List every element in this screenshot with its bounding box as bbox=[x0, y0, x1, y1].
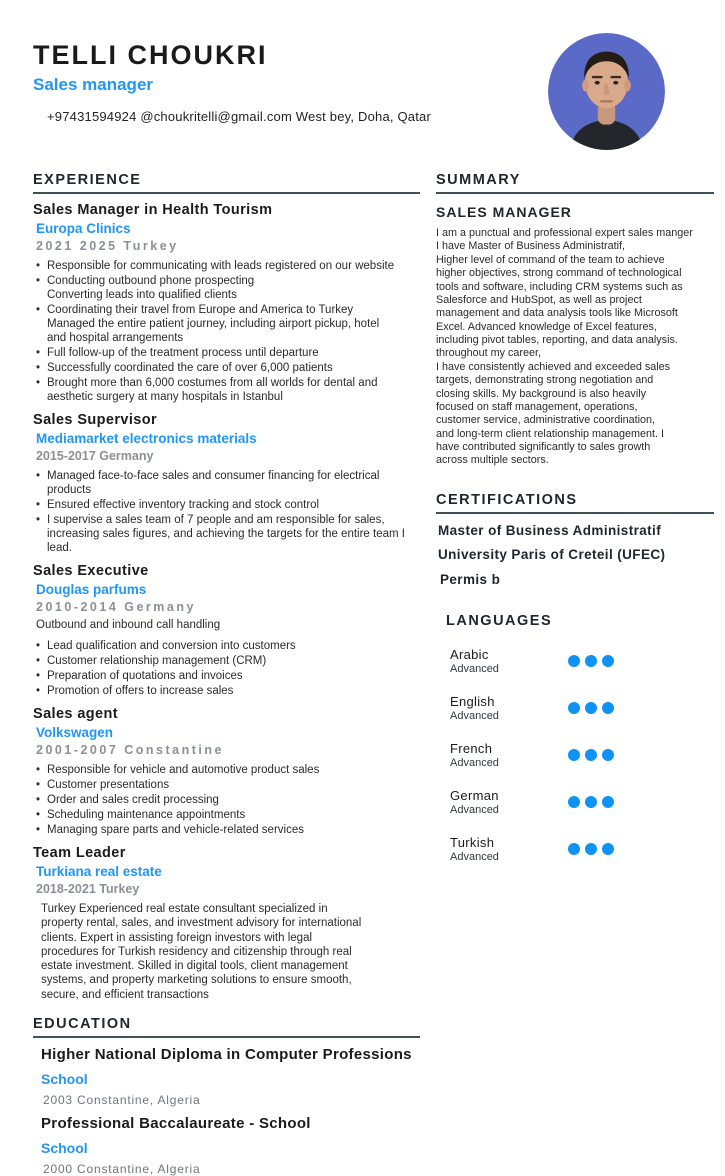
candidate-job-title: Sales manager bbox=[33, 75, 154, 94]
bullet-item: • Managing spare parts and vehicle-related services bbox=[36, 823, 420, 837]
job-period: 2021 2025 Turkey bbox=[36, 239, 179, 253]
bullet-item: • Conducting outbound phone prospecting Converting leads into qualified clients bbox=[36, 274, 420, 302]
certification-item: Master of Business Administratif bbox=[438, 522, 662, 538]
job-description-paragraph: Turkey Experienced real estate consultant specialized in property rental, sales, and investment advisory for international clients. Expert in assisting foreign investors with legal procedures for Turkish residency and citizenship through real estate investment. Skilled in digital tools, client management systems, and property marketing solutions to ensure smooth, secure, and efficient transactions bbox=[41, 903, 362, 1001]
education-school: School bbox=[41, 1139, 88, 1156]
profile-photo bbox=[548, 33, 665, 150]
language-labels bbox=[450, 741, 568, 769]
profile-photo-graphic bbox=[548, 33, 665, 150]
level-dot-icon bbox=[568, 843, 580, 855]
job-bullet-list bbox=[33, 469, 420, 555]
bullet-item: • Order and sales credit processing bbox=[36, 793, 420, 807]
bullet-item: • Preparation of quotations and invoices bbox=[36, 669, 420, 683]
level-dot-icon bbox=[585, 702, 597, 714]
language-row bbox=[450, 788, 714, 816]
bullet-item: • Full follow-up of the treatment process until departure bbox=[36, 346, 420, 360]
bullet-item: • Promotion of offers to increase sales bbox=[36, 684, 420, 698]
language-name: German bbox=[450, 787, 499, 803]
language-labels bbox=[450, 694, 568, 722]
job-bullet-list bbox=[33, 639, 420, 698]
bullet-item: • Ensured effective inventory tracking and stock control bbox=[36, 498, 420, 512]
level-dot-icon bbox=[568, 655, 580, 667]
education-heading: EDUCATION bbox=[33, 1016, 420, 1038]
language-row bbox=[450, 741, 714, 769]
right-column bbox=[436, 172, 714, 1176]
bullet-item: • Successfully coordinated the care of over 6,000 patients bbox=[36, 361, 420, 375]
language-level-dots bbox=[568, 749, 614, 761]
language-name: Turkish bbox=[450, 834, 495, 850]
bullet-item: • Responsible for communicating with leads registered on our website bbox=[36, 259, 420, 273]
left-column bbox=[33, 172, 420, 1176]
language-row bbox=[450, 647, 714, 675]
job-company: Volkswagen bbox=[36, 725, 114, 741]
language-labels bbox=[450, 788, 568, 816]
education-entry bbox=[33, 1046, 420, 1107]
education-date: 2000 Constantine, Algeria bbox=[43, 1161, 201, 1176]
candidate-name: TELLI CHOUKRI bbox=[33, 40, 268, 70]
summary-text: I am a punctual and professional expert sales manger I have Master of Business Administratif, Higher level of command of the team to achieve higher objectives, strong command of technological tools and software, including CRM systems such as Salesforce and HubSpot, as well as project management and data analysis tools like Microsoft Excel. Advanced knowledge of Excel features, including pivot tables, reporting, and data analysis. throughout my career, I have consistently achieved and exceeded sales targets, demonstrating strong negotiation and closing skills. My background is also heavily focused on staff management, operations, customer service, administrative coordination, and long-term client relationship management. I have contributed significantly to sales growth across multiple sectors. bbox=[436, 227, 693, 467]
job-company: Douglas parfums bbox=[36, 582, 147, 598]
job-period: 2010-2014 Germany bbox=[36, 600, 196, 615]
bullet-item: • Responsible for vehicle and automotive product sales bbox=[36, 763, 420, 777]
bullet-item: • Brought more than 6,000 costumes from all worlds for dental and aesthetic surgery at many hospitals in Istanbul bbox=[36, 376, 420, 404]
job-title: Sales Supervisor bbox=[33, 412, 158, 429]
level-dot-icon bbox=[602, 843, 614, 855]
level-dot-icon bbox=[585, 843, 597, 855]
level-dot-icon bbox=[602, 796, 614, 808]
experience-entry bbox=[33, 202, 420, 404]
language-level-dots bbox=[568, 702, 614, 714]
bullet-item: • I supervise a sales team of 7 people and am responsible for sales, increasing sales figures, and achieving the targets for the entire team I lead. bbox=[36, 513, 420, 555]
education-date: 2003 Constantine, Algeria bbox=[43, 1092, 201, 1107]
level-dot-icon bbox=[602, 749, 614, 761]
experience-entry bbox=[33, 706, 420, 837]
job-title: Sales Manager in Health Tourism bbox=[33, 202, 273, 218]
resume-body bbox=[33, 172, 725, 1176]
bullet-item: • Managed face-to-face sales and consumer financing for electrical products bbox=[36, 469, 420, 497]
level-dot-icon bbox=[585, 749, 597, 761]
certifications-heading: CERTIFICATIONS bbox=[436, 492, 714, 514]
experience-entry bbox=[33, 412, 420, 555]
header-identity bbox=[33, 30, 431, 124]
job-period: 2015-2017 Germany bbox=[36, 449, 154, 464]
experience-entry bbox=[33, 845, 420, 1002]
language-row bbox=[450, 835, 714, 863]
language-labels bbox=[450, 835, 568, 863]
language-row bbox=[450, 694, 714, 722]
level-dot-icon bbox=[585, 796, 597, 808]
language-name: Arabic bbox=[450, 646, 489, 662]
language-level: Advanced bbox=[450, 803, 499, 816]
languages-list bbox=[436, 647, 714, 863]
language-level-dots bbox=[568, 843, 614, 855]
certification-item: Permis b bbox=[440, 571, 501, 587]
languages-heading: LANGUAGES bbox=[446, 612, 553, 629]
language-name: French bbox=[450, 740, 493, 756]
language-level: Advanced bbox=[450, 850, 499, 863]
summary-subheading: SALES MANAGER bbox=[436, 204, 572, 220]
job-company: Europa Clinics bbox=[36, 221, 131, 236]
language-name: English bbox=[450, 693, 495, 709]
bullet-item: • Customer presentations bbox=[36, 778, 420, 792]
experience-entry bbox=[33, 563, 420, 698]
level-dot-icon bbox=[568, 796, 580, 808]
certification-item: University Paris of Creteil (UFEC) bbox=[438, 546, 666, 562]
bullet-item: • Lead qualification and conversion into customers bbox=[36, 639, 420, 653]
job-bullet-list bbox=[33, 763, 420, 837]
education-degree: Professional Baccalaureate - School bbox=[41, 1114, 311, 1132]
job-company: Mediamarket electronics materials bbox=[36, 431, 257, 447]
resume-header bbox=[33, 30, 725, 162]
job-title: Sales Executive bbox=[33, 563, 149, 580]
level-dot-icon bbox=[602, 655, 614, 667]
level-dot-icon bbox=[568, 749, 580, 761]
bullet-item: • Customer relationship management (CRM) bbox=[36, 654, 420, 668]
language-level: Advanced bbox=[450, 709, 499, 722]
experience-heading: EXPERIENCE bbox=[33, 172, 420, 194]
job-intro-line: Outbound and inbound call handling bbox=[36, 619, 221, 632]
language-level-dots bbox=[568, 655, 614, 667]
job-period: 2001-2007 Constantine bbox=[36, 743, 224, 758]
language-level: Advanced bbox=[450, 662, 499, 675]
level-dot-icon bbox=[568, 702, 580, 714]
job-company: Turkiana real estate bbox=[36, 864, 162, 880]
job-bullet-list bbox=[33, 259, 420, 404]
job-title: Sales agent bbox=[33, 706, 118, 723]
level-dot-icon bbox=[585, 655, 597, 667]
language-labels bbox=[450, 647, 568, 675]
summary-heading: SUMMARY bbox=[436, 172, 714, 194]
contact-line: +97431594924 @choukritelli@gmail.com West bey, Doha, Qatar bbox=[47, 109, 432, 124]
job-title: Team Leader bbox=[33, 845, 126, 862]
language-level: Advanced bbox=[450, 756, 499, 769]
bullet-item: • Coordinating their travel from Europe and America to Turkey Managed the entire patient journey, including airport pickup, hotel and hospital arrangements bbox=[36, 303, 420, 345]
level-dot-icon bbox=[602, 702, 614, 714]
education-entry bbox=[33, 1115, 420, 1176]
language-level-dots bbox=[568, 796, 614, 808]
bullet-item: • Scheduling maintenance appointments bbox=[36, 808, 420, 822]
education-school: School bbox=[41, 1070, 88, 1087]
education-degree: Higher National Diploma in Computer Professions bbox=[41, 1045, 412, 1063]
job-period: 2018-2021 Turkey bbox=[36, 882, 140, 897]
